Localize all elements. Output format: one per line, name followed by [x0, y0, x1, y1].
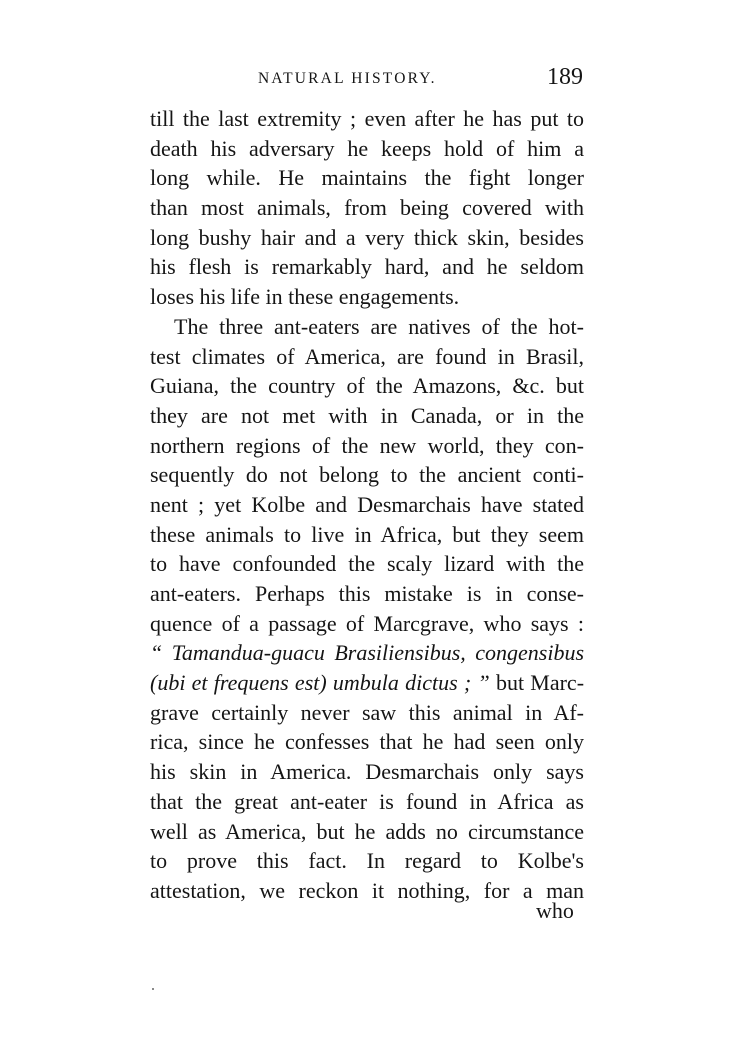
paper-speck — [152, 988, 154, 990]
text-line: sequently do not belong to the ancient conti- — [150, 462, 584, 488]
text-line: grave certainly never saw this animal in Af- — [150, 699, 584, 725]
text-line: to have confounded the scaly lizard with the — [150, 551, 584, 577]
text-line: that the great ant-eater is found in Africa as — [150, 788, 584, 814]
text-line: quence of a passage of Marcgrave, who says : — [150, 610, 584, 636]
text-line: northern regions of the new world, they con- — [150, 432, 584, 458]
text-fragment: but Marc- — [495, 670, 584, 696]
text-line: his skin in America. Desmarchais only says — [150, 759, 584, 785]
page-number: 189 — [547, 64, 583, 90]
latin-quotation-line — [150, 668, 584, 698]
text-line: they are not met with in Canada, or in the — [150, 402, 584, 428]
text-line: ant-eaters. Perhaps this mistake is in conse- — [150, 581, 584, 606]
running-head — [258, 64, 598, 100]
text-line: nent ; yet Kolbe and Desmarchais have stated — [150, 491, 584, 517]
running-title: NATURAL HISTORY. — [258, 70, 437, 87]
text-line: these animals to live in Africa, but they seem — [150, 521, 584, 547]
text-line: Guiana, the country of the Amazons, &c. but — [150, 373, 584, 399]
text-line: till the last extremity ; even after he has put to — [150, 106, 584, 131]
catchword: who — [536, 898, 574, 923]
text-line: rica, since he confesses that he had seen only — [150, 729, 584, 755]
text-line: his flesh is remarkably hard, and he seldom — [150, 254, 584, 280]
body-text — [150, 104, 584, 906]
text-line: than most animals, from being covered with — [150, 195, 584, 221]
text-line: loses his life in these engagements. — [150, 284, 460, 310]
latin-quotation: “ Tamandua-guacu Brasiliensibus, congensibus — [150, 640, 584, 666]
text-line: attestation, we reckon it nothing, for a man — [150, 877, 584, 903]
paragraph-start-line: The three ant-eaters are natives of the hot- — [174, 313, 584, 339]
text-line: long bushy hair and a very thick skin, besides — [150, 224, 584, 250]
text-line: long while. He maintains the fight longer — [150, 165, 584, 191]
text-line: to prove this fact. In regard to Kolbe's — [150, 848, 584, 874]
latin-quotation: (ubi et frequens est) umbula dictus ; ” — [150, 670, 490, 696]
text-line: well as America, but he adds no circumstance — [150, 818, 584, 844]
text-line: test climates of America, are found in Brasil, — [150, 343, 584, 369]
text-line: death his adversary he keeps hold of him a — [150, 135, 584, 161]
latin-quotation-line — [150, 638, 584, 668]
